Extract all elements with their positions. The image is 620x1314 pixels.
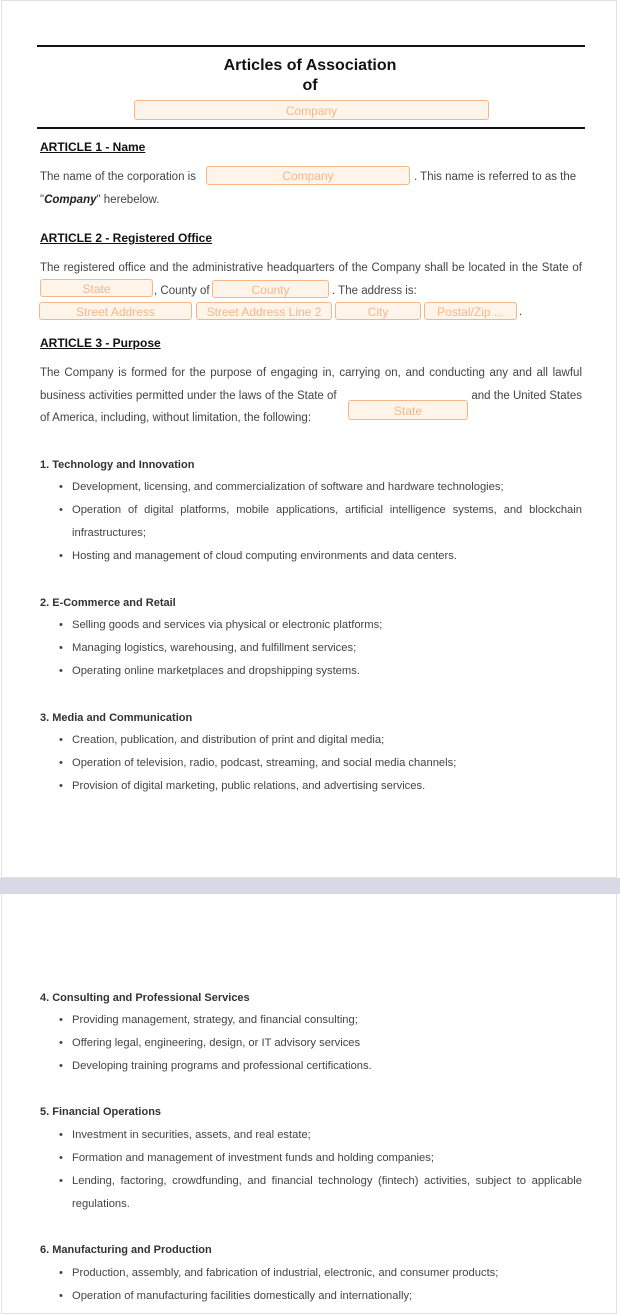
- article-3-text-line3: of America, including, without limitation, the following:: [40, 412, 312, 424]
- list-item: • Hosting and management of cloud computing environments and data centers.: [40, 545, 582, 568]
- section-list: [40, 1009, 582, 1078]
- list-item: • Operation of digital platforms, mobile applications, artificial intelligence systems, and blockchain infrastructures;: [40, 499, 582, 545]
- list-item: • Formation and management of investment funds and holding companies;: [40, 1147, 582, 1170]
- section-title: 1. Technology and Innovation: [40, 459, 195, 471]
- article-3-heading: ARTICLE 3 - Purpose: [40, 336, 161, 350]
- article-1-text-after: . This name is referred to as the: [414, 171, 577, 183]
- section-list: [40, 1262, 582, 1308]
- county-input[interactable]: County: [212, 280, 329, 298]
- section-title: 5. Financial Operations: [40, 1106, 162, 1118]
- page-separator: [0, 878, 620, 894]
- article-3-text-line2-before: business activities permitted under the laws of the State of: [40, 390, 337, 402]
- article-1-text-line2: "Company" herebelow.: [40, 194, 160, 206]
- section-title: 2. E-Commerce and Retail: [40, 597, 176, 609]
- list-item: • Managing logistics, warehousing, and fulfillment services;: [40, 637, 582, 660]
- street-address-line2-input[interactable]: Street Address Line 2: [196, 302, 332, 320]
- article-3-text-line2-after: and the United States: [471, 390, 582, 402]
- purpose-state-input[interactable]: State: [348, 400, 468, 420]
- list-item: • Investment in securities, assets, and real estate;: [40, 1124, 582, 1147]
- article-2-heading: ARTICLE 2 - Registered Office: [40, 231, 213, 245]
- list-item: • Operation of manufacturing facilities domestically and internationally;: [40, 1285, 582, 1308]
- section-list: [40, 614, 582, 683]
- article-1-company-input[interactable]: Company: [206, 166, 410, 185]
- list-item: • Operating online marketplaces and dropshipping systems.: [40, 660, 582, 683]
- county-label: , County of: [154, 285, 210, 297]
- postal-zip-input[interactable]: Postal/Zip ...: [424, 302, 517, 320]
- city-input[interactable]: City: [335, 302, 421, 320]
- document-subtitle: of: [302, 77, 318, 94]
- address-period: .: [519, 306, 523, 318]
- list-item: • Provision of digital marketing, public relations, and advertising services.: [40, 775, 582, 798]
- section-list: [40, 729, 582, 798]
- top-rule: [37, 45, 585, 47]
- section-list: [40, 1124, 582, 1216]
- list-item: • Production, assembly, and fabrication of industrial, electronic, and consumer products;: [40, 1262, 582, 1285]
- article-1-heading: ARTICLE 1 - Name: [40, 140, 146, 154]
- section-title: 3. Media and Communication: [40, 712, 193, 724]
- section-title: 6. Manufacturing and Production: [40, 1244, 212, 1256]
- registered-state-input[interactable]: State: [40, 279, 153, 297]
- list-item: • Development, licensing, and commercialization of software and hardware technologies;: [40, 476, 582, 499]
- street-address-input[interactable]: Street Address: [39, 302, 192, 320]
- list-item: • Providing management, strategy, and financial consulting;: [40, 1009, 582, 1032]
- document-title: Articles of Association: [223, 57, 397, 74]
- article-2-text-line1: The registered office and the administrative headquarters of the Company shall be located in the State of: [40, 262, 582, 274]
- list-item: • Selling goods and services via physical or electronic platforms;: [40, 614, 582, 637]
- article-3-text-line1: The Company is formed for the purpose of engaging in, carrying on, and conducting any and all lawful: [40, 367, 582, 379]
- section-list: [40, 476, 582, 568]
- header-bottom-rule: [37, 127, 585, 129]
- list-item: • Developing training programs and professional certifications.: [40, 1055, 582, 1078]
- section-title: 4. Consulting and Professional Services: [40, 992, 250, 1004]
- list-item: • Offering legal, engineering, design, or IT advisory services: [40, 1032, 582, 1055]
- list-item: • Creation, publication, and distribution of print and digital media;: [40, 729, 582, 752]
- list-item: • Lending, factoring, crowdfunding, and financial technology (fintech) activities, subject to applicable regulations.: [40, 1170, 582, 1216]
- article-1-text-before: The name of the corporation is: [40, 171, 196, 183]
- address-label: . The address is:: [332, 285, 417, 297]
- list-item: • Operation of television, radio, podcast, streaming, and social media channels;: [40, 752, 582, 775]
- company-emphasis: Company: [44, 194, 97, 206]
- company-name-input[interactable]: Company: [134, 100, 489, 120]
